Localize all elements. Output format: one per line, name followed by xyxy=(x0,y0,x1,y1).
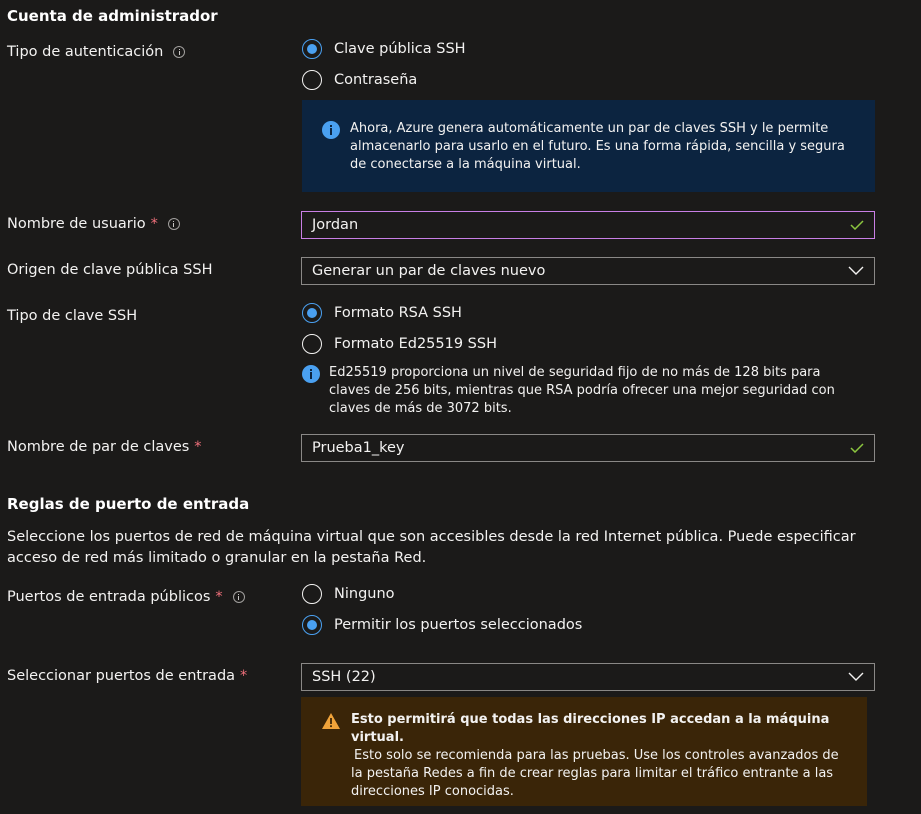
select-ports-label xyxy=(7,668,247,684)
auth-type-label-text: Tipo de autenticación xyxy=(7,44,164,60)
ssh-info-banner xyxy=(302,100,875,192)
auth-type-label xyxy=(7,44,185,60)
public-ports-label xyxy=(7,589,245,605)
inbound-section-title: Reglas de puerto de entrada xyxy=(7,495,250,513)
warning-message xyxy=(351,711,847,801)
key-type-label-text: Tipo de clave SSH xyxy=(7,308,138,324)
radio-label: Formato RSA SSH xyxy=(334,305,462,321)
required-mark: * xyxy=(194,439,202,455)
key-source-value: Generar un par de claves nuevo xyxy=(312,263,546,279)
ports-warning-banner xyxy=(301,697,867,806)
radio-password[interactable] xyxy=(302,70,417,90)
admin-section-title: Cuenta de administrador xyxy=(7,7,218,25)
radio-label: Contraseña xyxy=(334,72,418,88)
radio-unselected-icon[interactable] xyxy=(302,70,322,90)
radio-none[interactable] xyxy=(302,584,395,604)
warning-bold-text: Esto permitirá que todas las direcciones IP accedan a la máquina virtual. xyxy=(351,712,830,745)
username-value: Jordan xyxy=(312,217,359,233)
radio-rsa[interactable] xyxy=(302,303,462,323)
check-icon xyxy=(850,220,864,230)
info-icon[interactable] xyxy=(233,591,245,603)
radio-selected-icon[interactable] xyxy=(302,303,322,323)
keypair-name-label xyxy=(7,439,202,455)
info-circle-icon xyxy=(322,121,340,139)
key-type-note xyxy=(302,364,849,418)
key-type-note-text: Ed25519 proporciona un nivel de seguridad fijo de no más de 128 bits para claves de 256 bits, mientras que RSA podría ofrecer una mejor seguridad con claves de más de 3072 bits. xyxy=(329,365,835,416)
radio-selected-icon[interactable] xyxy=(302,615,322,635)
select-ports-label-text: Seleccionar puertos de entrada xyxy=(7,668,236,684)
radio-unselected-icon[interactable] xyxy=(302,334,322,354)
ssh-info-text: Ahora, Azure genera automáticamente un par de claves SSH y le permite almacenarlo para usarlo en el futuro. Es una forma rápida, sencilla y segura de conectarse a la máquina virtual. xyxy=(350,121,845,172)
radio-selected-icon[interactable] xyxy=(302,39,322,59)
radio-ssh-public-key[interactable] xyxy=(302,39,466,59)
public-ports-label-text: Puertos de entrada públicos xyxy=(7,589,211,605)
key-source-dropdown[interactable] xyxy=(301,257,875,285)
username-label-text: Nombre de usuario xyxy=(7,216,146,232)
chevron-down-icon xyxy=(848,266,864,276)
check-icon xyxy=(850,443,864,453)
select-ports-dropdown[interactable] xyxy=(301,663,875,691)
keypair-name-value: Prueba1_key xyxy=(312,440,405,456)
info-icon[interactable] xyxy=(173,46,185,58)
key-type-label xyxy=(7,308,137,324)
radio-label: Clave pública SSH xyxy=(334,41,466,57)
keypair-name-label-text: Nombre de par de claves xyxy=(7,439,190,455)
chevron-down-icon xyxy=(848,672,864,682)
keypair-name-input[interactable] xyxy=(301,434,875,462)
select-ports-value: SSH (22) xyxy=(312,669,376,685)
info-icon[interactable] xyxy=(168,218,180,230)
radio-ed25519[interactable] xyxy=(302,334,497,354)
info-circle-icon xyxy=(302,365,320,383)
required-mark: * xyxy=(150,216,158,232)
radio-label: Permitir los puertos seleccionados xyxy=(334,617,583,633)
required-mark: * xyxy=(215,589,223,605)
inbound-description: Seleccione los puertos de red de máquina virtual que son accesibles desde la red Internet pública. Puede especificar acceso de red más limitado o granular en la pestaña Red. xyxy=(7,529,856,566)
warning-detail-text: Esto solo se recomienda para las pruebas. Use los controles avanzados de la pestaña Redes a fin de crear reglas para limitar el tráfico entrante a las direcciones IP conocidas. xyxy=(351,748,839,799)
radio-label: Ninguno xyxy=(334,586,395,602)
radio-allow-selected-ports[interactable] xyxy=(302,615,582,635)
username-label xyxy=(7,216,180,232)
key-source-label-text: Origen de clave pública SSH xyxy=(7,262,213,278)
required-mark: * xyxy=(240,668,248,684)
radio-unselected-icon[interactable] xyxy=(302,584,322,604)
radio-label: Formato Ed25519 SSH xyxy=(334,336,497,352)
warning-icon xyxy=(321,712,341,730)
username-input[interactable] xyxy=(301,211,875,239)
key-source-label xyxy=(7,262,213,278)
